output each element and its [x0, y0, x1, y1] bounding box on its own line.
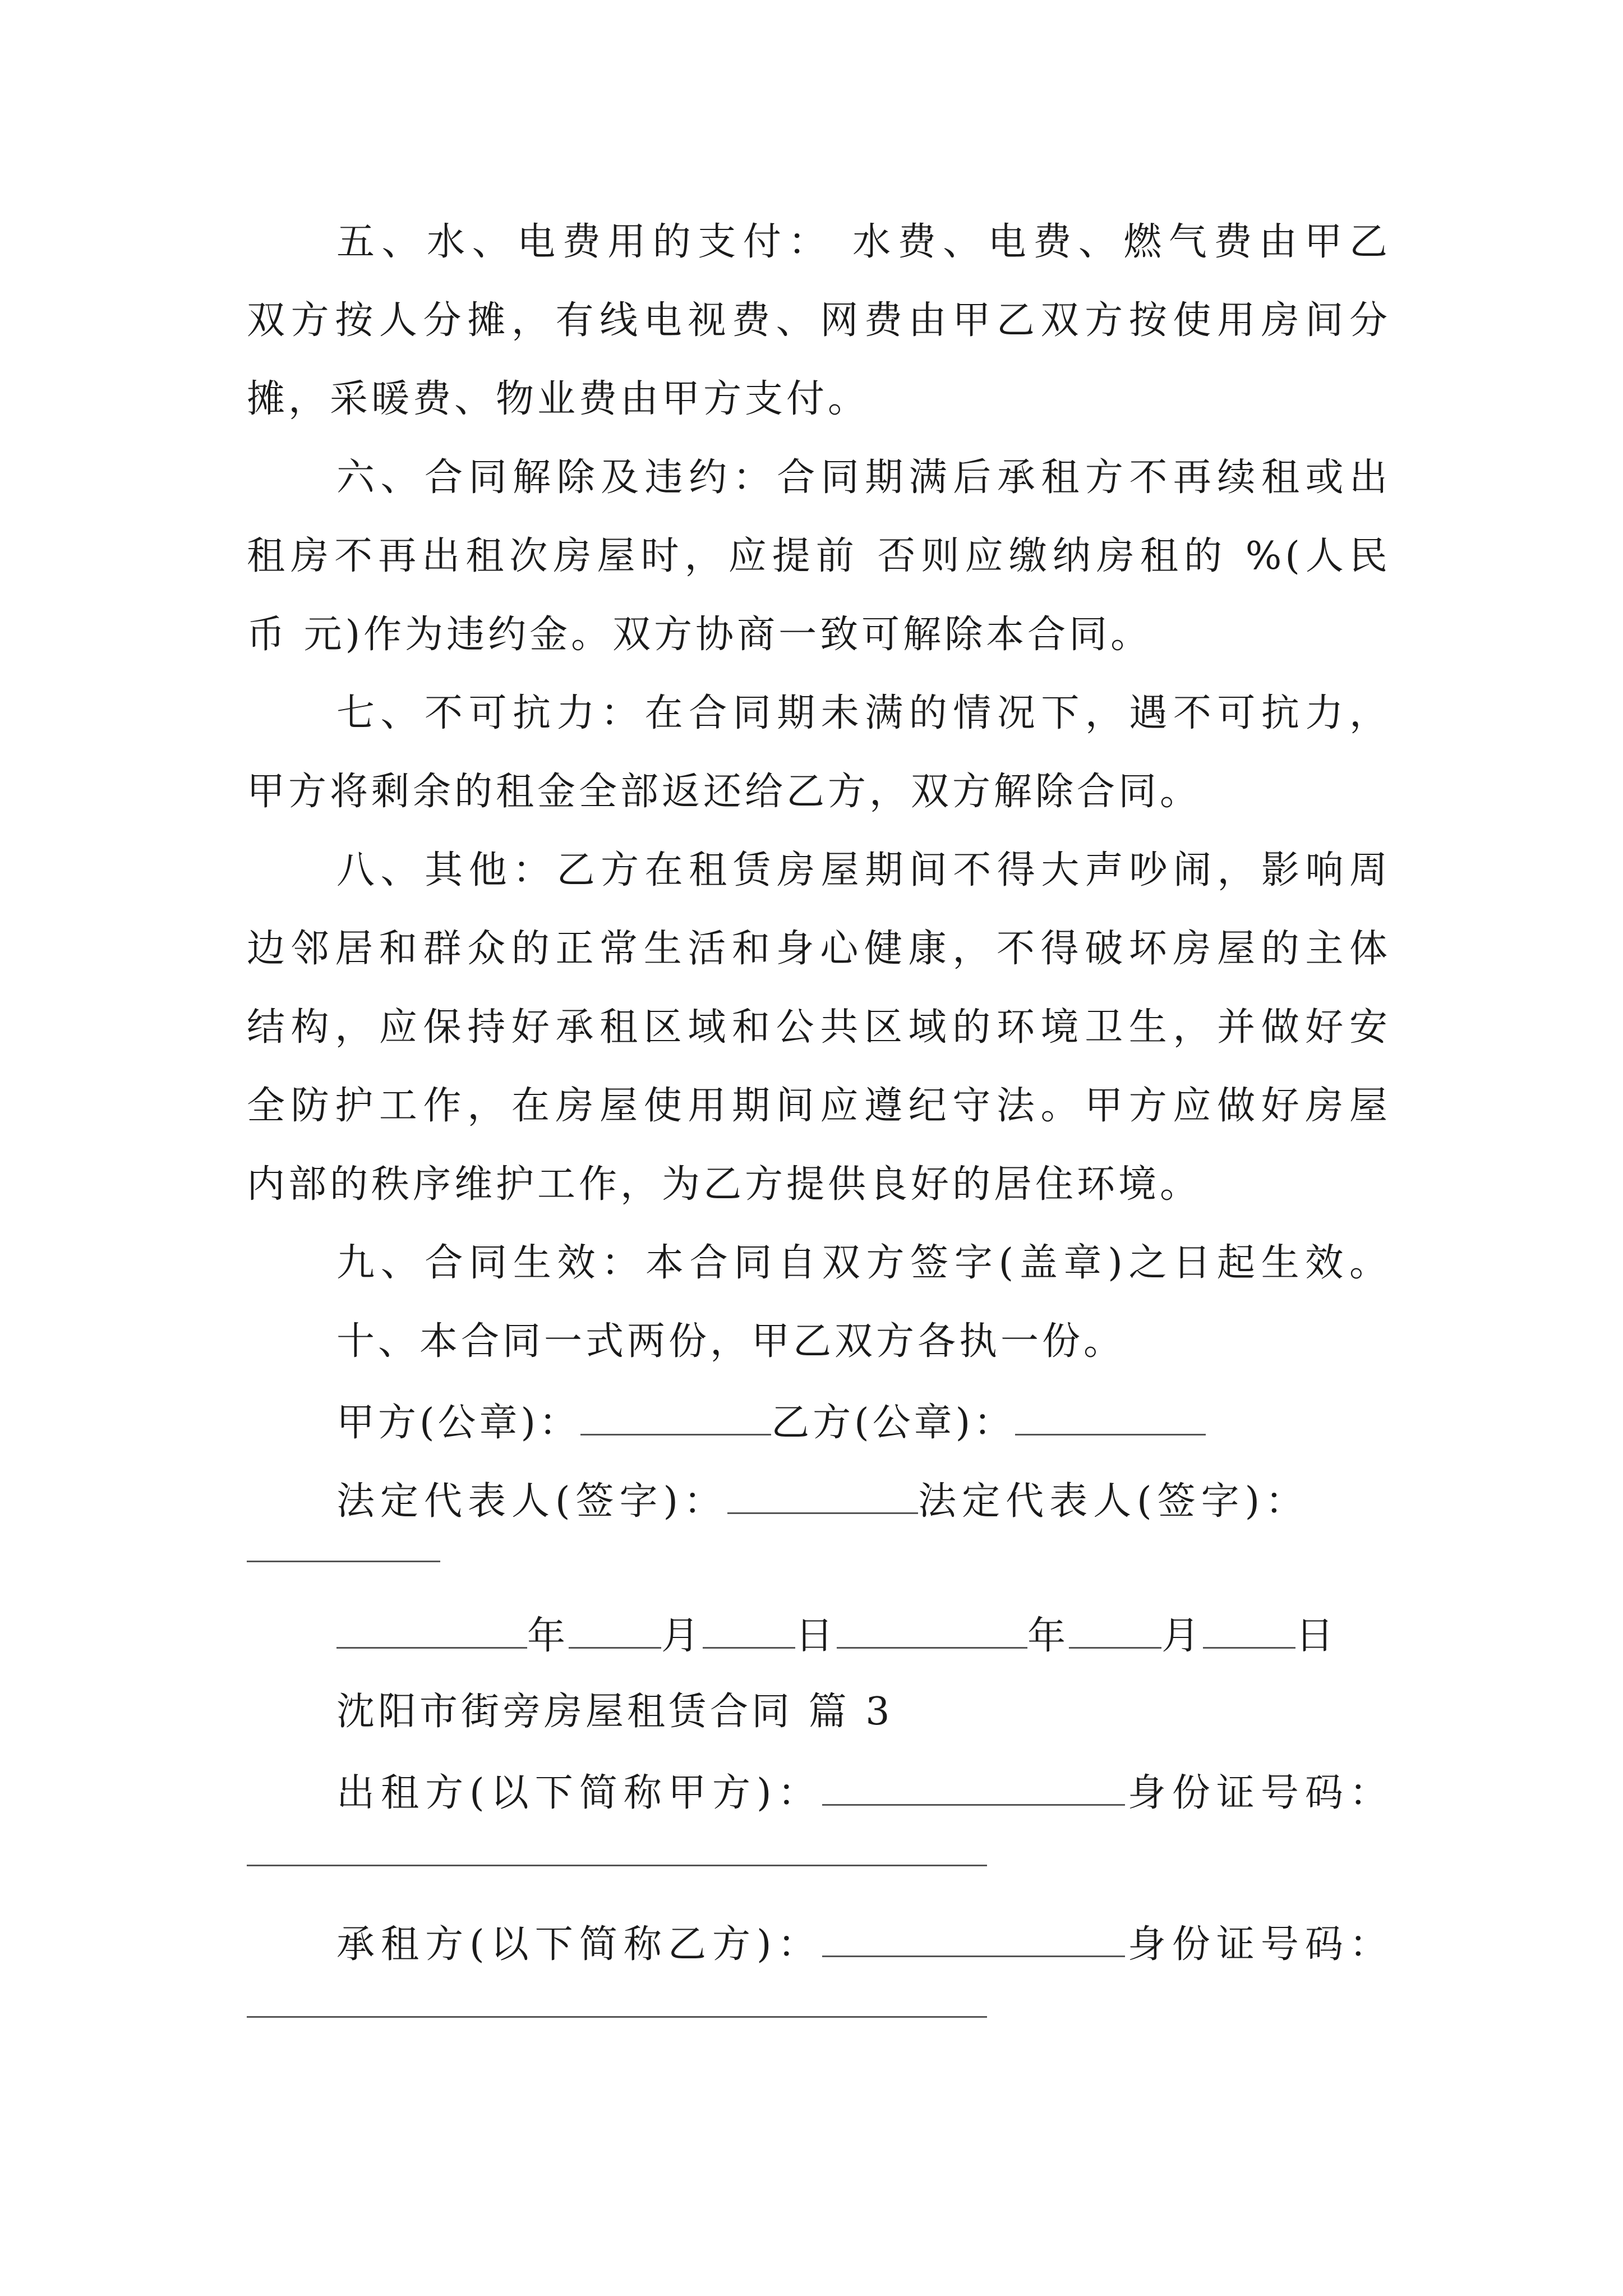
- lessor-row: [336, 1771, 1391, 1815]
- month-b-blank[interactable]: [1069, 1614, 1161, 1649]
- clause-7-line-1: 七、不可抗力：在合同期未满的情况下，遇不可抗力，: [336, 691, 1391, 735]
- day-b-label: 日: [1295, 1614, 1338, 1658]
- rep-a-label: 法定代表人(签字)：: [336, 1479, 728, 1524]
- section-3-title: 沈阳市街旁房屋租赁合同 篇 3: [336, 1690, 893, 1734]
- clause-9-line: 九、合同生效：本合同自双方签字(盖章)之日起生效。: [336, 1241, 1391, 1285]
- clause-6-line-3: 币 元)作为违约金。双方协商一致可解除本合同。: [247, 613, 1152, 657]
- day-a-blank[interactable]: [703, 1614, 795, 1649]
- year-b-blank[interactable]: [837, 1614, 1027, 1649]
- party-b-seal-blank[interactable]: [1015, 1401, 1206, 1435]
- party-seal-row: [336, 1401, 1481, 1445]
- year-a-label: 年: [527, 1614, 569, 1658]
- lessor-id-blank[interactable]: [247, 1865, 987, 1866]
- lessee-id-blank[interactable]: [247, 2016, 987, 2018]
- rep-b-blank[interactable]: [247, 1561, 440, 1562]
- lessee-row: [336, 1922, 1391, 1967]
- clause-6-line-1: 六、合同解除及违约：合同期满后承租方不再续租或出: [336, 455, 1391, 500]
- lessor-name-blank[interactable]: [822, 1772, 1125, 1806]
- clause-8-line-4: 全防护工作，在房屋使用期间应遵纪守法。甲方应做好房屋: [247, 1084, 1391, 1128]
- clause-7-line-2: 甲方将剩余的租金全部返还给乙方，双方解除合同。: [247, 770, 1202, 814]
- clause-5-line-1: 五、水、电费用的支付： 水费、电费、燃气费由甲乙: [336, 220, 1391, 264]
- month-b-label: 月: [1161, 1614, 1204, 1658]
- lessee-id-label: 身份证号码：: [1124, 1922, 1391, 1967]
- lessor-label: 出租方(以下简称甲方)：: [336, 1771, 822, 1815]
- day-b-blank[interactable]: [1203, 1614, 1295, 1649]
- year-b-label: 年: [1027, 1614, 1069, 1658]
- clause-8-line-1: 八、其他：乙方在租赁房屋期间不得大声吵闹，影响周: [336, 848, 1391, 892]
- month-a-label: 月: [661, 1614, 703, 1658]
- clause-6-line-2: 租房不再出租次房屋时，应提前 否则应缴纳房租的 %(人民: [247, 534, 1391, 578]
- party-b-seal-label: 乙方(公章)：: [771, 1401, 1016, 1445]
- day-a-label: 日: [795, 1614, 837, 1658]
- rep-b-label: 法定代表人(签字)：: [918, 1479, 1310, 1524]
- lessee-name-blank[interactable]: [822, 1923, 1125, 1957]
- clause-5-line-2: 双方按人分摊，有线电视费、网费由甲乙双方按使用房间分: [247, 298, 1391, 343]
- clause-5-line-3: 摊，采暖费、物业费由甲方支付。: [247, 377, 870, 421]
- party-a-seal-label: 甲方(公章)：: [336, 1401, 581, 1445]
- clause-8-line-5: 内部的秩序维护工作，为乙方提供良好的居住环境。: [247, 1162, 1202, 1207]
- clause-8-line-2: 边邻居和群众的正常生活和身心健康，不得破坏房屋的主体: [247, 927, 1391, 971]
- rep-a-blank[interactable]: [727, 1480, 918, 1514]
- month-a-blank[interactable]: [569, 1614, 661, 1649]
- party-a-seal-blank[interactable]: [580, 1401, 771, 1435]
- year-a-blank[interactable]: [336, 1614, 527, 1649]
- date-row: [336, 1614, 1481, 1658]
- lessor-id-label: 身份证号码：: [1124, 1771, 1391, 1815]
- legal-rep-row: [336, 1479, 1481, 1524]
- clause-8-line-3: 结构，应保持好承租区域和公共区域的环境卫生，并做好安: [247, 1005, 1391, 1050]
- clause-10-line: 十、本合同一式两份，甲乙双方各执一份。: [336, 1319, 1126, 1364]
- lessee-label: 承租方(以下简称乙方)：: [336, 1922, 822, 1967]
